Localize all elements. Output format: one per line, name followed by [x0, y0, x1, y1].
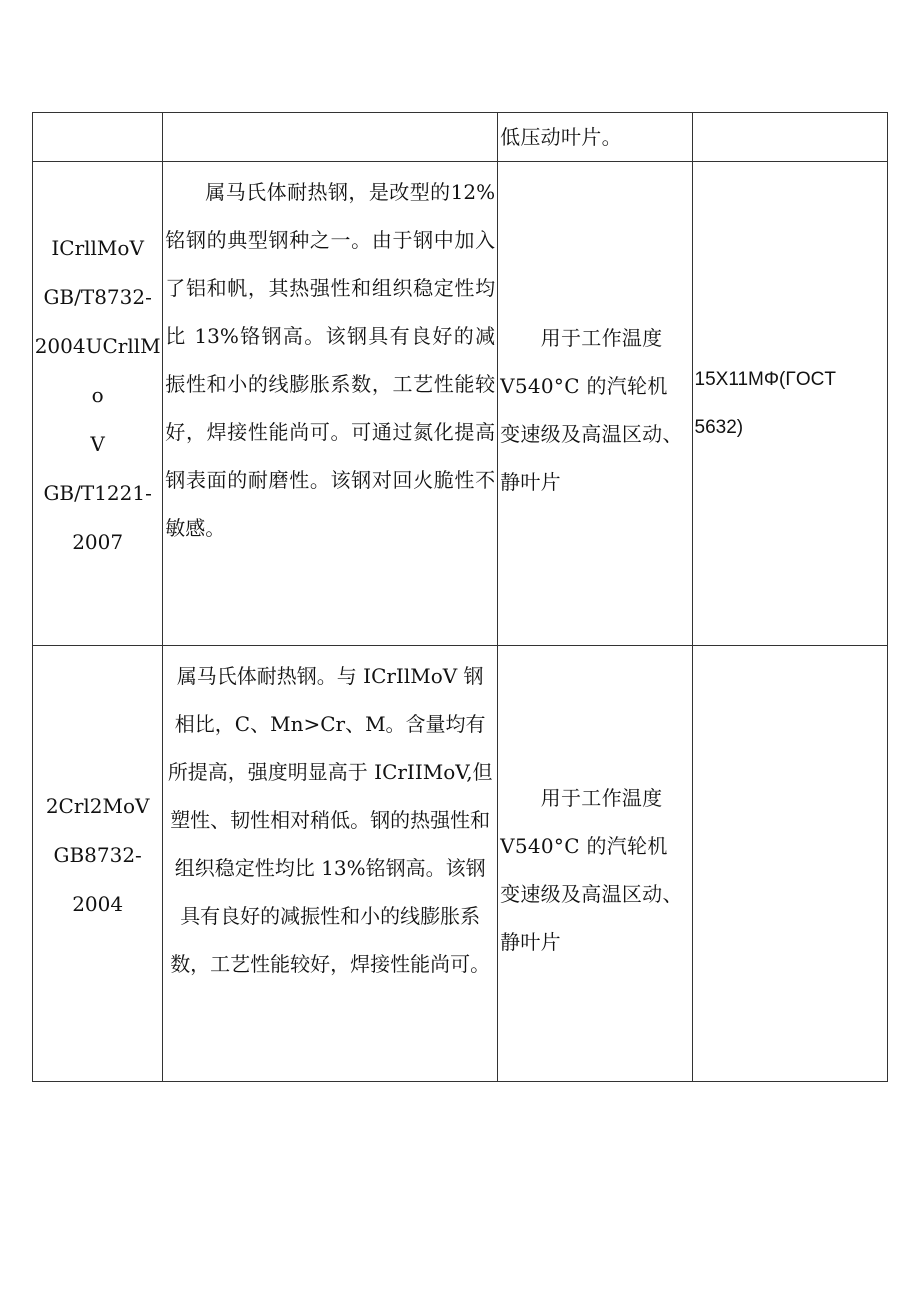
table-row [33, 162, 888, 646]
application-cell: 用于工作温度 V540°C 的汽轮机 变速级及高温区动、 静叶片 [498, 646, 692, 1082]
table-row [33, 646, 888, 1082]
application-cell: 低压动叶片。 [498, 113, 692, 162]
foreign-equivalent-cell: 15X11MΦ(ΓOCT 5632) [692, 162, 887, 646]
foreign-equivalent-cell [692, 113, 887, 162]
description-cell: 属马氏体耐热钢，是改型的12%铭钢的典型钢种之一。由于钢中加入了铝和帆，其热强性和组织稳定性均比 13%铬钢高。该钢具有良好的减振性和小的线膨胀系数，工艺性能较好，焊接性能尚可。可通过氮化提高钢表面的耐磨性。该钢对回火脆性不敏感。 [163, 162, 498, 646]
grade-cell [33, 113, 163, 162]
description-cell: 属马氏体耐热钢。与 ICrIlMoV 钢相比，C、Mn>Cr、M。含量均有所提高，强度明显高于 ICrIIMoV,但塑性、韧性相对稍低。钢的热强性和组织稳定性均比 13%铭钢高。该钢具有良好的减振性和小的线膨胀系数，工艺性能较好，焊接性能尚可。 [163, 646, 498, 1082]
table-row [33, 113, 888, 162]
grade-cell: 2Crl2MoV GB8732- 2004 [33, 646, 163, 1082]
description-cell [163, 113, 498, 162]
application-cell: 用于工作温度 V540°C 的汽轮机 变速级及高温区动、 静叶片 [498, 162, 692, 646]
foreign-equivalent-cell [692, 646, 887, 1082]
steel-spec-table [32, 112, 888, 1082]
grade-cell: ICrllMoV GB/T8732- 2004UCrllM o V GB/T1221- 2007 [33, 162, 163, 646]
